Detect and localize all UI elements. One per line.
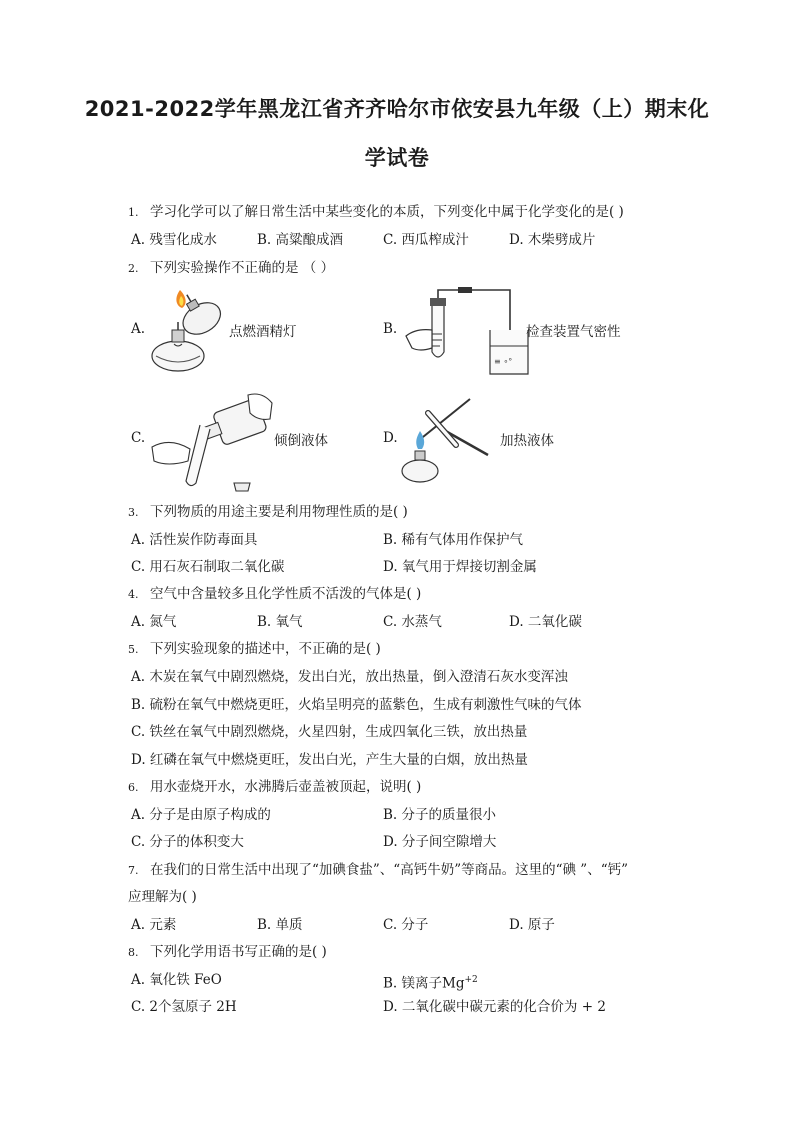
question-1	[128, 203, 624, 222]
question-8	[128, 943, 327, 962]
question-text: 下列物质的用途主要是利用物理性质的是( )	[150, 504, 408, 520]
q4-option-b: B. 氧气	[257, 614, 303, 630]
question-text: 空气中含量较多且化学性质不活泼的气体是( )	[150, 586, 422, 602]
question-number: 8.	[128, 946, 139, 959]
q5-option-c: C. 铁丝在氧气中剧烈燃烧，火星四射，生成四氧化三铁，放出热量	[131, 724, 528, 740]
question-number: 7.	[128, 864, 139, 877]
exam-title-line-1: 2021-2022学年黑龙江省齐齐哈尔市依安县九年级（上）期末化	[84, 97, 710, 121]
exam-title-line-2: 学试卷	[364, 146, 430, 170]
q5-option-b: B. 硫粉在氧气中燃烧更旺，火焰呈明亮的蓝紫色，生成有刺激性气味的气体	[131, 697, 582, 713]
question-6	[128, 778, 421, 797]
question-2	[128, 259, 334, 278]
q4-option-d: D. 二氧化碳	[509, 614, 582, 630]
airtightness-check-illustration	[402, 284, 532, 379]
q2-option-a: A.	[131, 321, 146, 337]
question-number: 5.	[128, 643, 139, 656]
q6-option-a: A. 分子是由原子构成的	[131, 807, 271, 823]
question-number: 3.	[128, 506, 139, 519]
q5-option-a: A. 木炭在氧气中剧烈燃烧，发出白光，放出热量，倒入澄清石灰水变浑浊	[131, 669, 568, 685]
q8-option-b	[383, 971, 478, 993]
q8-option-a: A. 氧化铁 FeO	[131, 972, 222, 988]
question-text: 下列化学用语书写正确的是( )	[150, 944, 327, 960]
q2-caption-d: 加热液体	[500, 433, 554, 449]
question-7-continuation: 应理解为( )	[128, 889, 197, 905]
q7-option-a: A. 元素	[131, 917, 177, 933]
q2-option-c: C.	[131, 430, 146, 446]
question-number: 4.	[128, 588, 139, 601]
q8-option-d: D. 二氧化碳中碳元素的化合价为 + 2	[383, 999, 606, 1015]
q6-option-d: D. 分子间空隙增大	[383, 834, 497, 850]
question-text: 学习化学可以了解日常生活中某些变化的本质，下列变化中属于化学变化的是( )	[150, 204, 624, 220]
q3-option-d: D. 氧气用于焊接切割金属	[383, 559, 537, 575]
question-4	[128, 585, 421, 604]
q3-option-b: B. 稀有气体用作保护气	[383, 532, 524, 548]
q1-option-b: B. 高粱酿成酒	[257, 232, 344, 248]
q2-option-b: B.	[383, 321, 398, 337]
question-7	[128, 861, 628, 880]
q1-option-d: D. 木柴劈成片	[509, 232, 596, 248]
q3-option-c: C. 用石灰石制取二氧化碳	[131, 559, 285, 575]
question-text: 下列实验操作不正确的是 （ ）	[150, 260, 335, 276]
pouring-liquid-illustration	[150, 385, 280, 497]
q7-option-d: D. 原子	[509, 917, 555, 933]
q1-option-c: C. 西瓜榨成汁	[383, 232, 469, 248]
q4-option-c: C. 水蒸气	[383, 614, 442, 630]
q8-option-c: C. 2个氢原子 2H	[131, 999, 237, 1015]
question-3	[128, 503, 408, 522]
q7-option-c: C. 分子	[383, 917, 429, 933]
q4-option-a: A. 氮气	[131, 614, 177, 630]
question-text: 用水壶烧开水，水沸腾后壶盖被顶起，说明( )	[150, 779, 422, 795]
q5-option-d: D. 红磷在氧气中燃烧更旺，发出白光，产生大量的白烟，放出热量	[131, 752, 528, 768]
question-number: 6.	[128, 781, 139, 794]
charge-superscript: +2	[464, 975, 478, 985]
q6-option-b: B. 分子的质量很小	[383, 807, 497, 823]
heating-liquid-illustration	[398, 393, 493, 488]
q6-option-c: C. 分子的体积变大	[131, 834, 244, 850]
q8-option-b-text: B. 镁离子Mg	[383, 975, 465, 992]
q2-option-d: D.	[383, 430, 398, 446]
question-number: 2.	[128, 262, 139, 275]
q7-option-b: B. 单质	[257, 917, 303, 933]
q3-option-a: A. 活性炭作防毒面具	[131, 532, 258, 548]
question-number: 1.	[128, 206, 139, 219]
question-text: 下列实验现象的描述中，不正确的是( )	[150, 641, 381, 657]
question-text: 在我们的日常生活中出现了“加碘食盐”、“高钙牛奶”等商品。这里的“碘 ”、“钙”	[150, 862, 629, 878]
q1-option-a: A. 残雪化成水	[131, 232, 217, 248]
svg-text:≡ ∘°: ≡ ∘°	[494, 357, 513, 366]
question-5	[128, 640, 381, 659]
lighting-alcohol-lamp-illustration	[148, 286, 233, 376]
q2-caption-c: 倾倒液体	[274, 433, 328, 449]
q2-caption-a: 点燃酒精灯	[229, 324, 297, 340]
q2-caption-b: 检查装置气密性	[526, 324, 621, 340]
